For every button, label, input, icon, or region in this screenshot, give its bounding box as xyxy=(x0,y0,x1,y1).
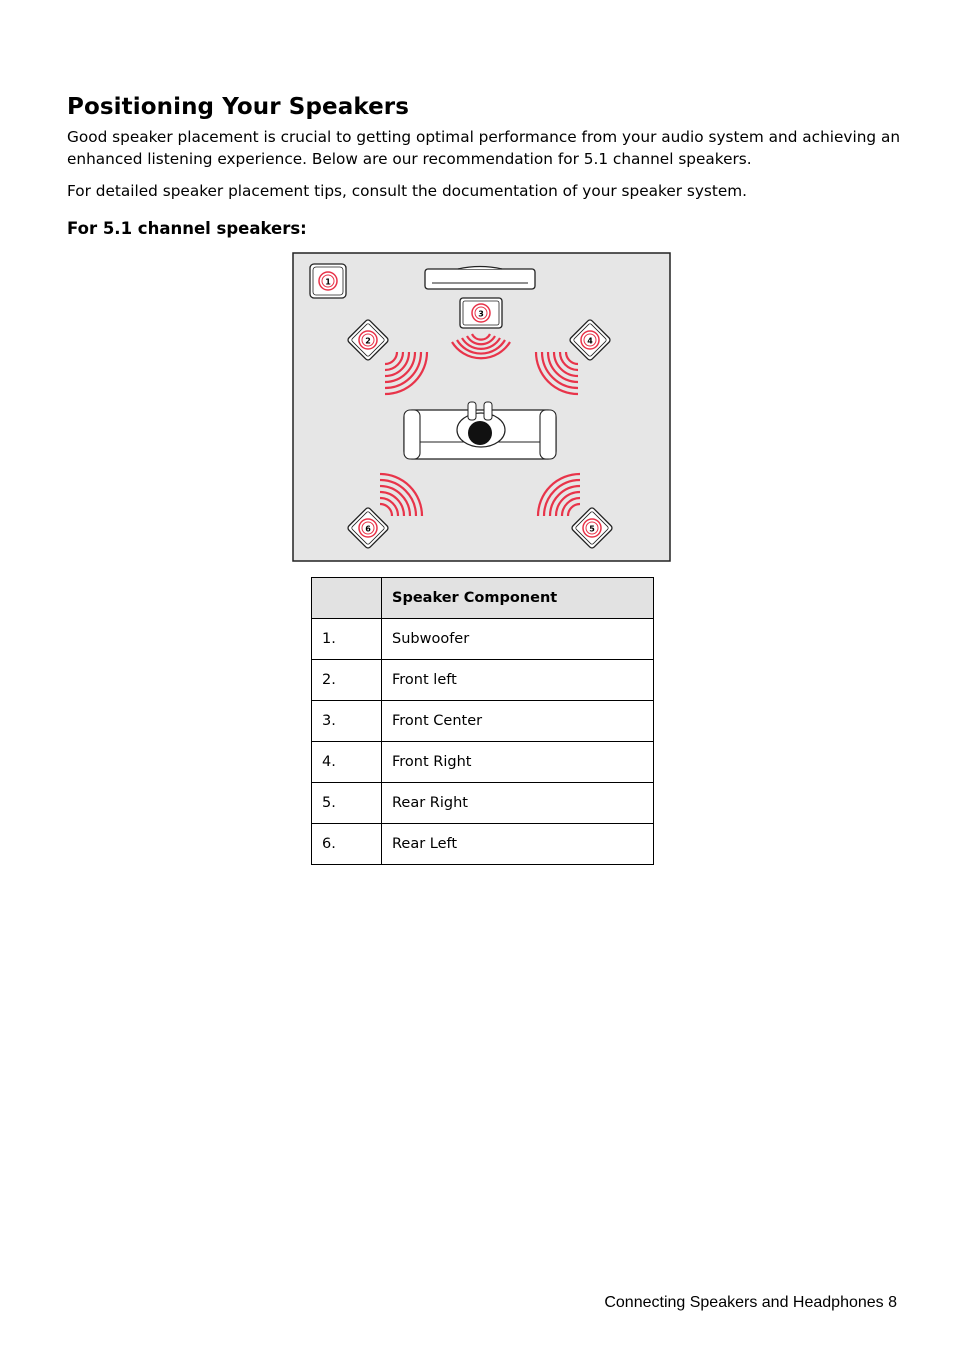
tv-icon xyxy=(425,267,535,290)
table-header-row xyxy=(312,578,654,619)
row-number: 3. xyxy=(312,701,382,742)
subwoofer-icon xyxy=(310,264,346,298)
label-3: 3 xyxy=(478,309,484,319)
speaker-layout-diagram xyxy=(292,252,671,562)
header-component: Speaker Component xyxy=(382,578,654,619)
section-subheading: For 5.1 channel speakers: xyxy=(67,219,307,238)
label-6: 6 xyxy=(365,524,371,534)
table-row xyxy=(312,824,654,865)
label-1: 1 xyxy=(325,277,331,287)
row-component: Front left xyxy=(382,660,654,701)
speaker-component-table xyxy=(311,577,654,865)
table-row xyxy=(312,660,654,701)
intro-paragraph: Good speaker placement is crucial to getting optimal performance from your audio system and achieving an enhanced listening experience. Below are our recommendation for 5.1 channel speakers. xyxy=(67,128,901,168)
table-row xyxy=(312,701,654,742)
row-number: 4. xyxy=(312,742,382,783)
front-center-speaker-icon xyxy=(460,298,502,328)
row-component: Rear Right xyxy=(382,783,654,824)
page-footer: Connecting Speakers and Headphones 8 xyxy=(604,1294,897,1311)
row-component: Front Center xyxy=(382,701,654,742)
row-component: Rear Left xyxy=(382,824,654,865)
table-row xyxy=(312,619,654,660)
row-number: 2. xyxy=(312,660,382,701)
row-component: Subwoofer xyxy=(382,619,654,660)
tip-paragraph: For detailed speaker placement tips, consult the documentation of your speaker system. xyxy=(67,182,748,200)
row-number: 6. xyxy=(312,824,382,865)
row-number: 1. xyxy=(312,619,382,660)
row-component: Front Right xyxy=(382,742,654,783)
label-4: 4 xyxy=(587,336,593,346)
label-5: 5 xyxy=(589,524,595,534)
table-row xyxy=(312,742,654,783)
header-number xyxy=(312,578,382,619)
table-row xyxy=(312,783,654,824)
label-2: 2 xyxy=(365,336,371,346)
page-title: Positioning Your Speakers xyxy=(67,94,410,120)
row-number: 5. xyxy=(312,783,382,824)
